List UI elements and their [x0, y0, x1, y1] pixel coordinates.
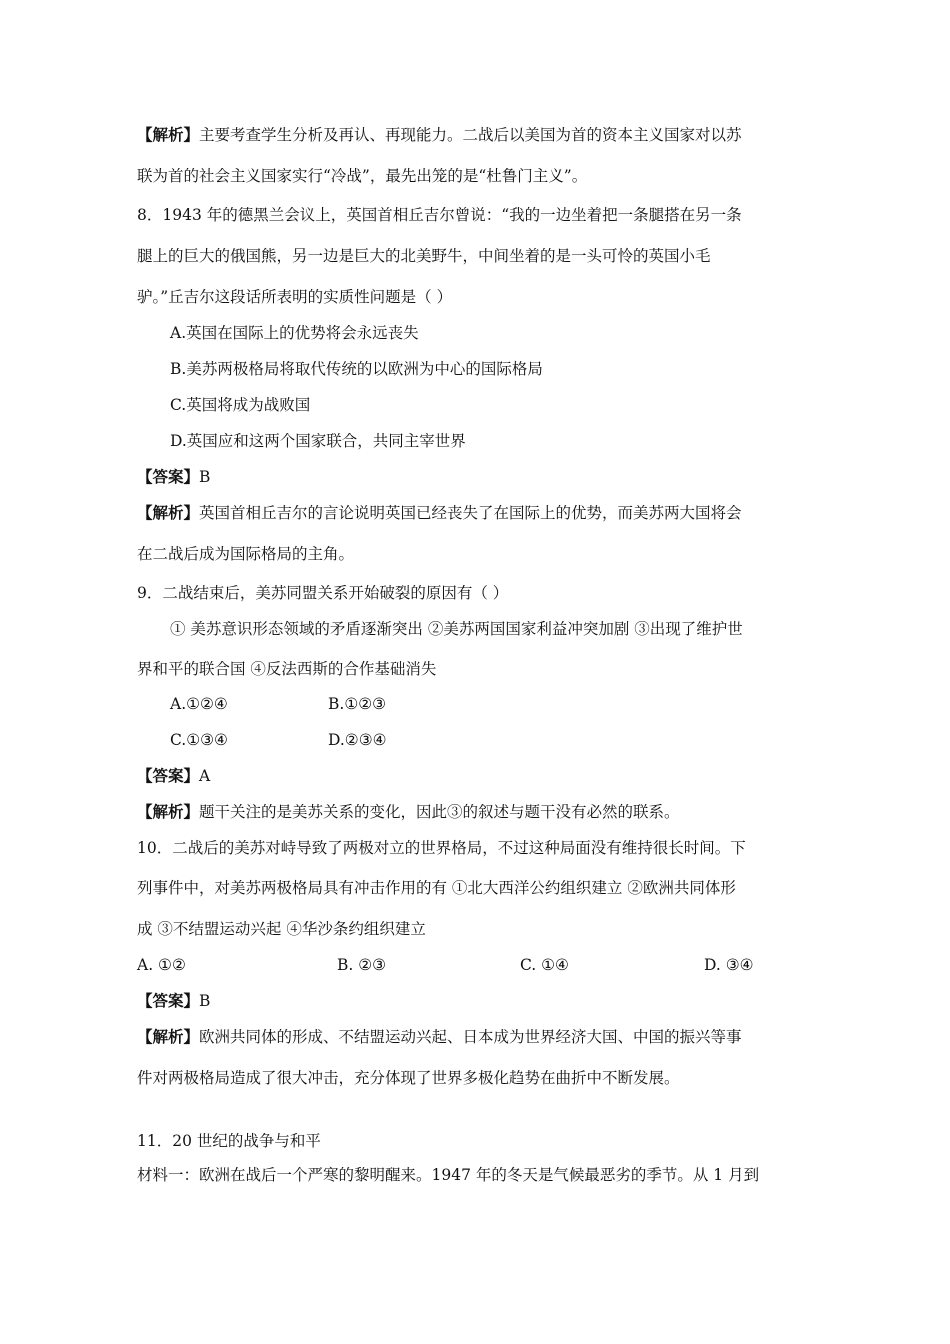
question-8-option-a: A.英国在国际上的优势将会永远丧失 — [170, 324, 419, 342]
answer-tag: 【答案】 — [137, 467, 200, 486]
question-9-option-c: C.①③④ — [170, 731, 228, 749]
question-10-stem-line-1: 10．二战后的美苏对峙导致了两极对立的世界格局，不过这种局面没有维持很长时间。下 — [137, 839, 746, 857]
question-10-option-b: B. ②③ — [337, 956, 387, 974]
question-8-analysis-line-1 — [137, 503, 742, 523]
analysis-tag: 【解析】 — [137, 802, 200, 821]
answer-value: B — [199, 468, 211, 486]
question-9-stem-line-2: ① 美苏意识形态领域的矛盾逐渐突出 ②美苏两国国家利益冲突加剧 ③出现了维护世 — [170, 620, 743, 638]
question-8-analysis-line-2: 在二战后成为国际格局的主角。 — [137, 545, 355, 563]
question-10-analysis-line-1 — [137, 1027, 742, 1047]
question-9-analysis-line-1 — [137, 802, 680, 822]
question-9-option-d: D.②③④ — [328, 731, 387, 749]
question-8-option-d: D.英国应和这两个国家联合，共同主宰世界 — [170, 432, 466, 450]
analysis-tag: 【解析】 — [137, 1027, 200, 1046]
analysis-text: 题干关注的是美苏关系的变化，因此③的叙述与题干没有必然的联系。 — [199, 803, 680, 821]
question-10-option-a: A. ①② — [137, 956, 186, 974]
question-10-stem-line-3: 成 ③不结盟运动兴起 ④华沙条约组织建立 — [137, 920, 426, 938]
question-11-title: 11．20 世纪的战争与和平 — [137, 1132, 321, 1150]
question-8-stem-line-1: 8．1943 年的德黑兰会议上，英国首相丘吉尔曾说：“我的一边坐着把一条腿搭在另一条 — [137, 206, 742, 224]
analysis-tag: 【解析】 — [137, 503, 200, 522]
question-8-answer — [137, 467, 210, 487]
answer-tag: 【答案】 — [137, 766, 200, 785]
answer-tag: 【答案】 — [137, 991, 200, 1010]
question-10-answer — [137, 991, 210, 1011]
question-11-material-1-line-1: 材料一：欧洲在战后一个严寒的黎明醒来。1947 年的冬天是气候最恶劣的季节。从 1 月到 — [137, 1166, 760, 1184]
question-9-option-a: A.①②④ — [170, 695, 228, 713]
analysis-q7-line-2: 联为首的社会主义国家实行“冷战”，最先出笼的是“杜鲁门主义”。 — [137, 167, 588, 185]
answer-value: B — [199, 992, 211, 1010]
question-8-stem-line-3: 驴。”丘吉尔这段话所表明的实质性问题是（ ） — [137, 288, 453, 306]
answer-value: A — [199, 767, 211, 785]
analysis-tag: 【解析】 — [137, 125, 200, 144]
question-9-option-b: B.①②③ — [328, 695, 387, 713]
question-10-option-d: D. ③④ — [704, 956, 754, 974]
analysis-text: 主要考查学生分析及再认、再现能力。二战后以美国为首的资本主义国家对以苏 — [199, 126, 742, 144]
analysis-text: 英国首相丘吉尔的言论说明英国已经丧失了在国际上的优势，而美苏两大国将会 — [199, 504, 742, 522]
question-8-option-b: B.美苏两极格局将取代传统的以欧洲为中心的国际格局 — [170, 360, 543, 378]
question-8-stem-line-2: 腿上的巨大的俄国熊，另一边是巨大的北美野牛，中间坐着的是一头可怜的英国小毛 — [137, 247, 711, 265]
question-10-option-c: C. ①④ — [520, 956, 569, 974]
question-10-analysis-line-2: 件对两极格局造成了很大冲击，充分体现了世界多极化趋势在曲折中不断发展。 — [137, 1069, 680, 1087]
question-10-stem-line-2: 列事件中，对美苏两极格局具有冲击作用的有 ①北大西洋公约组织建立 ②欧洲共同体形 — [137, 879, 736, 897]
question-9-stem-line-1: 9．二战结束后，美苏同盟关系开始破裂的原因有（ ） — [137, 584, 509, 602]
question-9-answer — [137, 766, 210, 786]
analysis-q7-line-1 — [137, 125, 742, 145]
analysis-text: 欧洲共同体的形成、不结盟运动兴起、日本成为世界经济大国、中国的振兴等事 — [199, 1028, 742, 1046]
question-8-option-c: C.英国将成为战败国 — [170, 396, 311, 414]
question-9-stem-line-3: 界和平的联合国 ④反法西斯的合作基础消失 — [137, 660, 437, 678]
